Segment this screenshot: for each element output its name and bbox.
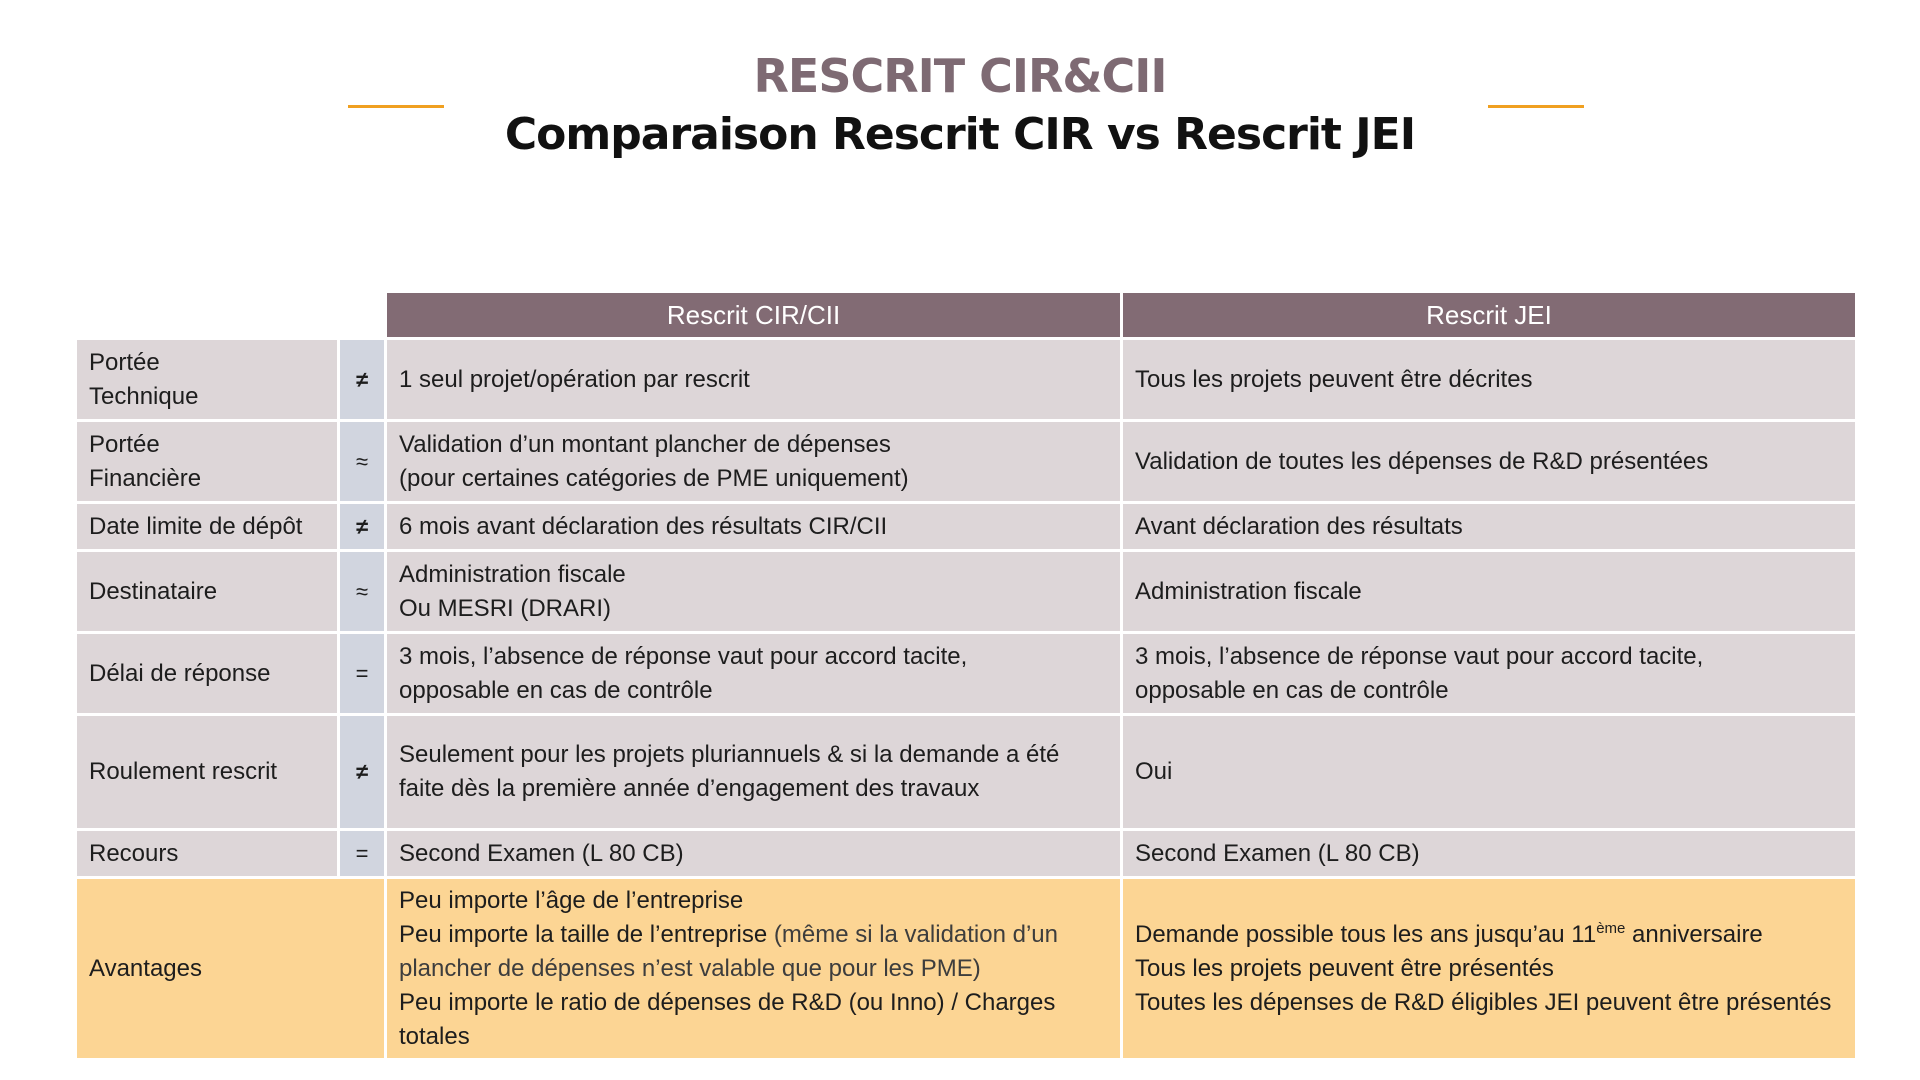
advantages-jei-cell — [1123, 879, 1855, 1058]
not-equal-icon: ≠ — [340, 716, 384, 828]
cir-text: 1 seul projet/opération par rescrit — [399, 365, 750, 393]
equal-icon: = — [340, 634, 384, 713]
accent-line-left — [348, 105, 444, 108]
equal-icon: = — [340, 831, 384, 876]
table-row — [77, 716, 1855, 828]
row-label-line: Portée — [89, 348, 160, 376]
table-row — [77, 634, 1855, 713]
cir-cell — [387, 340, 1120, 419]
cir-text: (pour certaines catégories de PME uniquement) — [399, 464, 909, 492]
page-title: RESCRIT CIR&CII — [753, 49, 1167, 103]
table-row — [77, 504, 1855, 549]
jei-cell — [1123, 634, 1855, 713]
jei-text: opposable en cas de contrôle — [1135, 676, 1449, 704]
advantage-jei-text: Tous les projets peuvent être présentés — [1135, 954, 1554, 982]
cir-cell — [387, 422, 1120, 501]
header-jei: Rescrit JEI — [1123, 293, 1855, 337]
approx-icon: ≈ — [340, 552, 384, 631]
row-label-line: Technique — [89, 382, 199, 410]
row-label-line: Financière — [89, 464, 202, 492]
row-label: Roulement rescrit — [77, 716, 337, 828]
page-subtitle: Comparaison Rescrit CIR vs Rescrit JEI — [504, 109, 1416, 160]
row-label: Recours — [77, 831, 337, 876]
table-header-row — [77, 293, 1855, 337]
jei-text: Validation de toutes les dépenses de R&D présentées — [1135, 447, 1709, 475]
approx-icon: ≈ — [340, 422, 384, 501]
cir-cell: Second Examen (L 80 CB) — [387, 831, 1120, 876]
jei-cell: Administration fiscale — [1123, 552, 1855, 631]
not-equal-icon: ≠ — [340, 340, 384, 419]
row-label — [77, 422, 337, 501]
row-label: Date limite de dépôt — [77, 504, 337, 549]
cir-text: 3 mois, l’absence de réponse vaut pour accord tacite, — [399, 642, 968, 670]
advantages-label: Avantages — [77, 879, 384, 1058]
table-row — [77, 831, 1855, 876]
comparison-table — [74, 290, 1858, 1061]
jei-cell — [1123, 340, 1855, 419]
header-blank — [77, 293, 384, 337]
advantage-cir-text: Peu importe le ratio de dépenses de R&D (ou Inno) / Charges totales — [399, 988, 1056, 1050]
jei-cell — [1123, 422, 1855, 501]
table-row — [77, 552, 1855, 631]
row-label-line: Portée — [89, 430, 160, 458]
advantages-cir-cell — [387, 879, 1120, 1058]
cir-cell — [387, 634, 1120, 713]
advantage-jei-text-end: anniversaire — [1625, 920, 1763, 948]
advantage-jei-superscript: ème — [1596, 919, 1626, 937]
advantage-cir-text-main: Peu importe la taille de l’entreprise — [399, 920, 768, 948]
row-label: Destinataire — [77, 552, 337, 631]
cir-text: Validation d’un montant plancher de dépenses — [399, 430, 891, 458]
advantage-jei-text: Toutes les dépenses de R&D éligibles JEI peuvent être présentés — [1135, 988, 1832, 1016]
cir-text: opposable en cas de contrôle — [399, 676, 713, 704]
cir-cell: 6 mois avant déclaration des résultats CIR/CII — [387, 504, 1120, 549]
jei-cell: Second Examen (L 80 CB) — [1123, 831, 1855, 876]
header-cir: Rescrit CIR/CII — [387, 293, 1120, 337]
title-block — [0, 48, 1920, 166]
row-label — [77, 340, 337, 419]
table-row — [77, 340, 1855, 419]
cir-text: faite dès la première année d’engagement des travaux — [399, 775, 980, 802]
advantages-row — [77, 879, 1855, 1058]
cir-text: Seulement pour les projets pluriannuels & si la demande a été — [399, 741, 1060, 768]
row-label: Délai de réponse — [77, 634, 337, 713]
table-row — [77, 422, 1855, 501]
advantage-cir-text: Peu importe l’âge de l’entreprise — [399, 886, 744, 914]
jei-cell: Avant déclaration des résultats — [1123, 504, 1855, 549]
cir-cell — [387, 716, 1120, 828]
accent-line-right — [1488, 105, 1584, 108]
jei-text: Tous les projets peuvent être décrites — [1135, 365, 1533, 393]
advantage-jei-text-main: Demande possible tous les ans jusqu’au 11 — [1135, 920, 1597, 948]
jei-cell: Oui — [1123, 716, 1855, 828]
jei-text: 3 mois, l’absence de réponse vaut pour accord tacite, — [1135, 642, 1704, 670]
advantage-cir-text — [399, 918, 1108, 986]
advantage-jei-text — [1135, 918, 1843, 952]
cir-text: Administration fiscale — [399, 560, 626, 588]
cir-cell — [387, 552, 1120, 631]
cir-text: Ou MESRI (DRARI) — [399, 594, 612, 622]
not-equal-icon: ≠ — [340, 504, 384, 549]
advantage-cir-note: (même si la validation d’un plancher de dépenses n’est valable que pour les PME) — [399, 920, 1059, 982]
